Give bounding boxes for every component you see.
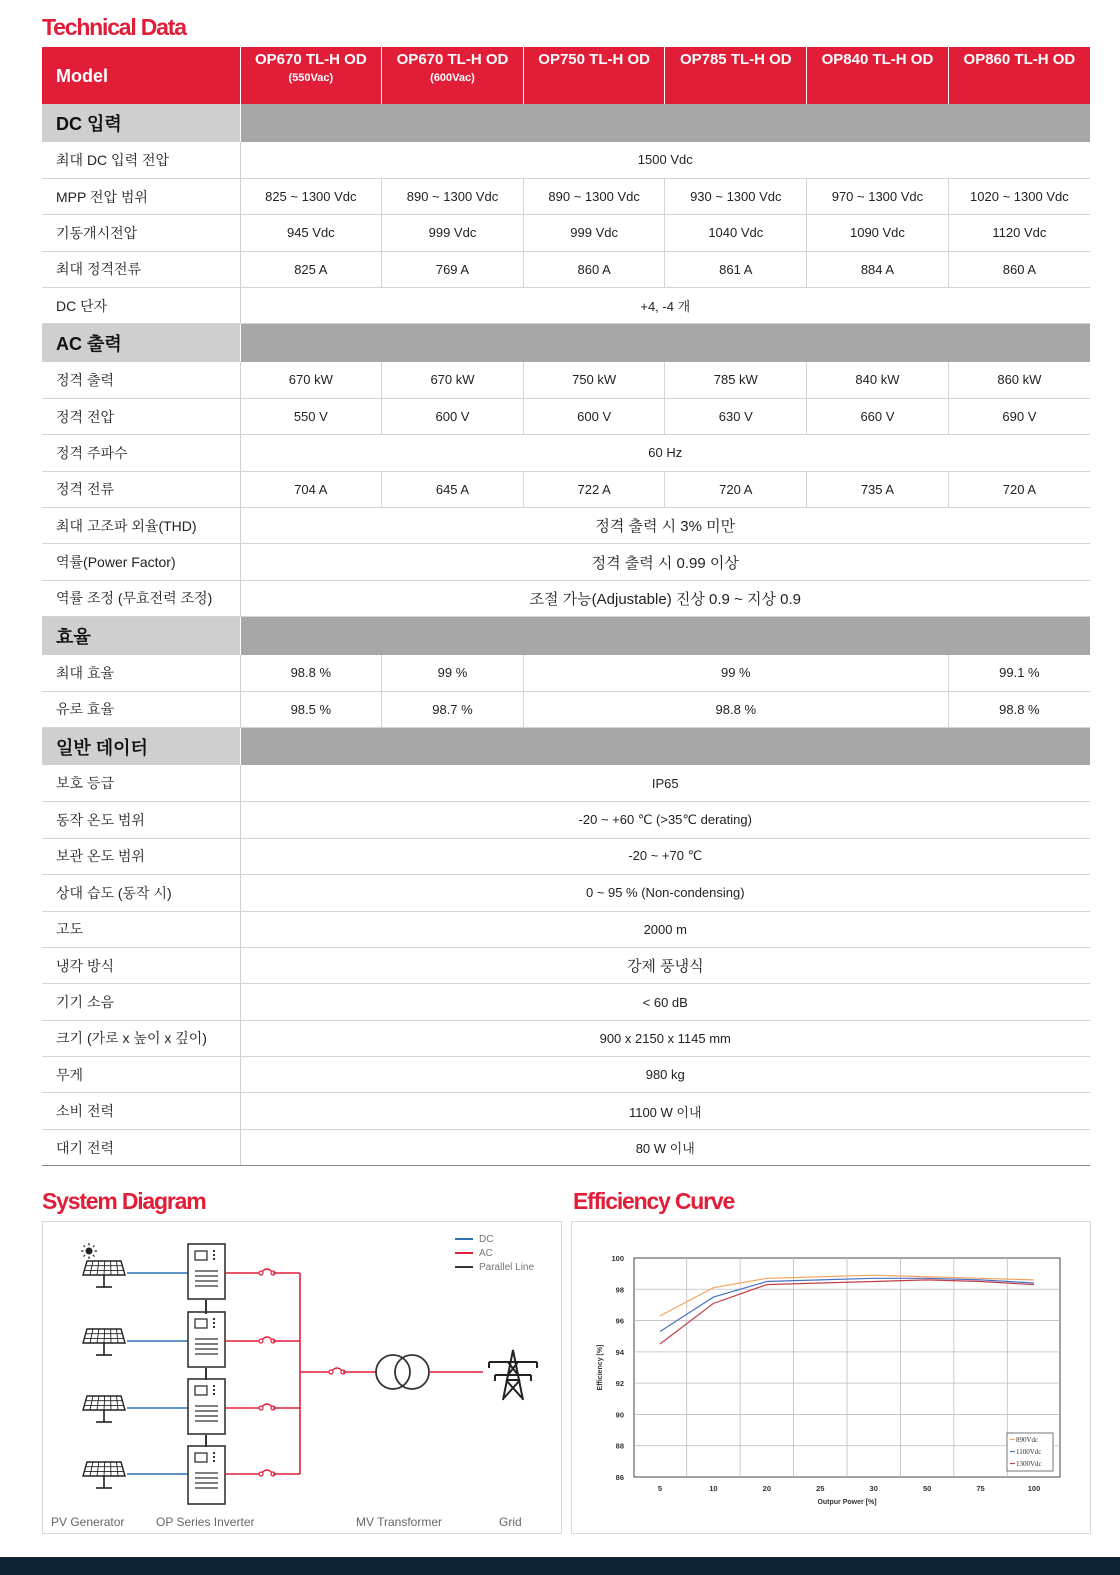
row-value: 60 Hz xyxy=(240,435,1090,471)
row-label: 역률 조정 (무효전력 조정) xyxy=(42,580,240,616)
row-value: 884 A xyxy=(807,251,949,287)
model-name: OP670 TL-H OD xyxy=(396,51,509,68)
model-name: OP860 TL-H OD xyxy=(963,51,1076,68)
table-row xyxy=(42,288,1090,324)
spec-body xyxy=(42,104,1090,1166)
row-value: 600 V xyxy=(382,398,524,434)
y-tick-label: 94 xyxy=(615,1347,624,1357)
row-label: 정격 출력 xyxy=(42,362,240,398)
table-row xyxy=(42,251,1090,287)
row-label: 기기 소음 xyxy=(42,984,240,1020)
row-label: 상대 습도 (동작 시) xyxy=(42,875,240,911)
row-value: -20 ~ +60 ℃ (>35℃ derating) xyxy=(240,802,1090,838)
table-row xyxy=(42,398,1090,434)
row-value: 98.8 % xyxy=(523,691,948,727)
breaker-icon xyxy=(259,1269,275,1275)
row-value: 769 A xyxy=(382,251,524,287)
x-tick-label: 10 xyxy=(709,1484,718,1493)
row-value: 670 kW xyxy=(240,362,382,398)
table-row xyxy=(42,947,1090,983)
system-diagram xyxy=(42,1221,562,1534)
legend-parallel xyxy=(455,1262,534,1273)
y-tick-label: 96 xyxy=(615,1316,624,1326)
y-axis-label: Efficiency [%] xyxy=(597,1344,604,1391)
row-value: 750 kW xyxy=(523,362,665,398)
row-value: 99 % xyxy=(523,655,948,691)
sun-icon xyxy=(81,1243,97,1259)
transmission-tower-icon xyxy=(489,1350,537,1400)
pv-generator-label: PV Generator xyxy=(51,1515,125,1529)
efficiency-curve-svg xyxy=(572,1222,1092,1535)
row-value: 720 A xyxy=(948,471,1090,507)
table-row xyxy=(42,802,1090,838)
y-tick-label: 88 xyxy=(615,1441,624,1451)
table-row xyxy=(42,508,1090,544)
row-label: 크기 (가로 x 높이 x 깊이) xyxy=(42,1020,240,1056)
section-header-fill xyxy=(240,727,1090,765)
row-value: 890 ~ 1300 Vdc xyxy=(523,178,665,214)
x-tick-label: 25 xyxy=(816,1484,825,1493)
row-label: 냉각 방식 xyxy=(42,947,240,983)
chart-legend xyxy=(1007,1433,1053,1471)
row-value: 99 % xyxy=(382,655,524,691)
table-row xyxy=(42,471,1090,507)
x-tick-label: 30 xyxy=(869,1484,878,1493)
row-value: 1500 Vdc xyxy=(240,142,1090,178)
efficiency-curve-title: Efficiency Curve xyxy=(573,1188,735,1214)
row-value: 98.8 % xyxy=(948,691,1090,727)
row-value: 1020 ~ 1300 Vdc xyxy=(948,178,1090,214)
section-title: DC 입력 xyxy=(42,104,240,142)
model-variant: (600Vac) xyxy=(430,72,475,84)
row-label: 기동개시전압 xyxy=(42,215,240,251)
row-label: 고도 xyxy=(42,911,240,947)
inverter-icon xyxy=(188,1379,225,1434)
section-title: 효율 xyxy=(42,617,240,655)
solar-panel-icon xyxy=(83,1261,125,1287)
row-value: 1040 Vdc xyxy=(665,215,807,251)
section-header-fill xyxy=(240,324,1090,362)
section-title: 일반 데이터 xyxy=(42,727,240,765)
table-row xyxy=(42,1129,1090,1165)
row-value: 999 Vdc xyxy=(523,215,665,251)
inverter-icon xyxy=(188,1244,225,1299)
model-name: OP750 TL-H OD xyxy=(538,51,650,68)
breaker-icon xyxy=(259,1404,275,1410)
solar-panel-icon xyxy=(83,1462,125,1488)
row-value: 정격 출력 시 3% 미만 xyxy=(240,508,1090,544)
row-label: 역률(Power Factor) xyxy=(42,544,240,580)
model-name: OP670 TL-H OD xyxy=(254,51,367,68)
row-value: 98.5 % xyxy=(240,691,382,727)
row-value: 704 A xyxy=(240,471,382,507)
row-value: 735 A xyxy=(807,471,949,507)
row-value: 900 x 2150 x 1145 mm xyxy=(240,1020,1090,1056)
table-row xyxy=(42,435,1090,471)
row-value: 645 A xyxy=(382,471,524,507)
model-variant: (550Vac) xyxy=(288,72,334,84)
row-value: 660 V xyxy=(807,398,949,434)
row-value: 860 kW xyxy=(948,362,1090,398)
row-value: 999 Vdc xyxy=(382,215,524,251)
row-label: 정격 전압 xyxy=(42,398,240,434)
y-tick-label: 86 xyxy=(615,1473,624,1482)
model-name: OP785 TL-H OD xyxy=(679,51,792,68)
row-label: 정격 주파수 xyxy=(42,435,240,471)
table-row xyxy=(42,875,1090,911)
table-row xyxy=(42,142,1090,178)
legend-entry: 890Vdc xyxy=(1016,1436,1039,1444)
section-header-fill xyxy=(240,104,1090,142)
row-value: 2000 m xyxy=(240,911,1090,947)
model-header-cell xyxy=(807,47,949,104)
y-tick-label: 98 xyxy=(615,1285,624,1295)
model-header-cell xyxy=(948,47,1090,104)
table-row xyxy=(42,1057,1090,1093)
legend-entry: 1300Vdc xyxy=(1016,1460,1042,1468)
row-value: 860 A xyxy=(523,251,665,287)
row-value: 600 V xyxy=(523,398,665,434)
row-label: DC 단자 xyxy=(42,288,240,324)
model-header-cell xyxy=(240,47,382,104)
row-label: 대기 전력 xyxy=(42,1129,240,1165)
row-label: 소비 전력 xyxy=(42,1093,240,1129)
row-value: 861 A xyxy=(665,251,807,287)
row-value: 720 A xyxy=(665,471,807,507)
x-tick-label: 50 xyxy=(922,1484,932,1493)
table-row xyxy=(42,765,1090,801)
row-value: 690 V xyxy=(948,398,1090,434)
table-row xyxy=(42,215,1090,251)
row-value: 조절 가능(Adjustable) 진상 0.9 ~ 지상 0.9 xyxy=(240,580,1090,616)
table-row xyxy=(42,984,1090,1020)
section-header-row xyxy=(42,324,1090,362)
table-row xyxy=(42,178,1090,214)
section-title: AC 출력 xyxy=(42,324,240,362)
row-label: 보호 등급 xyxy=(42,765,240,801)
legend-dc xyxy=(455,1234,493,1245)
row-value: 890 ~ 1300 Vdc xyxy=(382,178,524,214)
row-value: 0 ~ 95 % (Non-condensing) xyxy=(240,875,1090,911)
efficiency-curve-chart xyxy=(571,1221,1091,1534)
row-value: 550 V xyxy=(240,398,382,434)
legend-dc-label: DC xyxy=(479,1234,494,1245)
row-value: 1090 Vdc xyxy=(807,215,949,251)
table-row xyxy=(42,691,1090,727)
x-tick-label: 100 xyxy=(1027,1484,1041,1493)
row-label: 최대 효율 xyxy=(42,655,240,691)
row-label: 무게 xyxy=(42,1057,240,1093)
breaker-icon xyxy=(259,1337,275,1343)
legend-ac-label: AC xyxy=(479,1248,493,1259)
model-name: OP840 TL-H OD xyxy=(821,51,934,68)
inverter-label: OP Series Inverter xyxy=(156,1515,255,1529)
table-row xyxy=(42,1093,1090,1129)
row-value: IP65 xyxy=(240,765,1090,801)
table-row xyxy=(42,655,1090,691)
system-diagram-title: System Diagram xyxy=(42,1188,206,1214)
row-label: 최대 DC 입력 전압 xyxy=(42,142,240,178)
row-value: 630 V xyxy=(665,398,807,434)
row-value: +4, -4 개 xyxy=(240,288,1090,324)
y-tick-label: 92 xyxy=(615,1379,624,1389)
row-value: 785 kW xyxy=(665,362,807,398)
row-value: 860 A xyxy=(948,251,1090,287)
row-value: 99.1 % xyxy=(948,655,1090,691)
section-header-row xyxy=(42,104,1090,142)
breaker-icon xyxy=(329,1368,345,1374)
table-row xyxy=(42,580,1090,616)
inverter-icon xyxy=(188,1446,225,1504)
model-header-row xyxy=(42,47,1090,104)
row-value: 80 W 이내 xyxy=(240,1129,1090,1165)
row-value: 970 ~ 1300 Vdc xyxy=(807,178,949,214)
solar-panel-icon xyxy=(83,1396,125,1422)
row-value: 840 kW xyxy=(807,362,949,398)
technical-data-title: Technical Data xyxy=(42,14,186,40)
model-header-cell xyxy=(523,47,665,104)
row-value: 980 kg xyxy=(240,1057,1090,1093)
inverter-icon xyxy=(188,1312,225,1367)
legend-parallel-label: Parallel Line xyxy=(479,1262,535,1273)
row-value: 930 ~ 1300 Vdc xyxy=(665,178,807,214)
model-header-cell xyxy=(665,47,807,104)
row-label: 동작 온도 범위 xyxy=(42,802,240,838)
row-value: 1120 Vdc xyxy=(948,215,1090,251)
table-row xyxy=(42,1020,1090,1056)
table-row xyxy=(42,911,1090,947)
row-label: 최대 고조파 외율(THD) xyxy=(42,508,240,544)
section-header-row xyxy=(42,727,1090,765)
row-value: 98.7 % xyxy=(382,691,524,727)
model-header-label: Model xyxy=(42,47,240,104)
x-tick-label: 5 xyxy=(657,1484,663,1493)
row-label: 정격 전류 xyxy=(42,471,240,507)
row-value: 98.8 % xyxy=(240,655,382,691)
x-axis-label: Outpur Power [%] xyxy=(817,1499,877,1506)
x-tick-label: 75 xyxy=(976,1484,985,1493)
y-tick-label: 100 xyxy=(611,1254,624,1263)
transformer-label: MV Transformer xyxy=(356,1515,443,1529)
legend-ac xyxy=(455,1248,493,1259)
technical-data-table xyxy=(42,47,1090,1166)
row-label: 최대 정격전류 xyxy=(42,251,240,287)
row-value: 정격 출력 시 0.99 이상 xyxy=(240,544,1090,580)
row-value: -20 ~ +70 ℃ xyxy=(240,838,1090,874)
legend-entry: 1100Vdc xyxy=(1016,1448,1042,1456)
model-header-cell xyxy=(382,47,524,104)
solar-panel-icon xyxy=(83,1329,125,1355)
row-value: 강제 풍냉식 xyxy=(240,947,1090,983)
row-label: 보관 온도 범위 xyxy=(42,838,240,874)
grid-label: Grid xyxy=(499,1515,522,1529)
table-row xyxy=(42,362,1090,398)
row-value: 670 kW xyxy=(382,362,524,398)
table-row xyxy=(42,544,1090,580)
row-value: 1100 W 이내 xyxy=(240,1093,1090,1129)
section-header-fill xyxy=(240,617,1090,655)
row-value: 945 Vdc xyxy=(240,215,382,251)
transformer-icon xyxy=(376,1355,429,1389)
row-label: MPP 전압 범위 xyxy=(42,178,240,214)
footer-band xyxy=(0,1557,1120,1575)
row-value: 722 A xyxy=(523,471,665,507)
section-header-row xyxy=(42,617,1090,655)
row-value: < 60 dB xyxy=(240,984,1090,1020)
row-value: 825 A xyxy=(240,251,382,287)
row-label: 유로 효율 xyxy=(42,691,240,727)
table-row xyxy=(42,838,1090,874)
y-tick-label: 90 xyxy=(615,1410,624,1420)
x-tick-label: 20 xyxy=(762,1484,772,1493)
breaker-icon xyxy=(259,1470,275,1476)
row-value: 825 ~ 1300 Vdc xyxy=(240,178,382,214)
